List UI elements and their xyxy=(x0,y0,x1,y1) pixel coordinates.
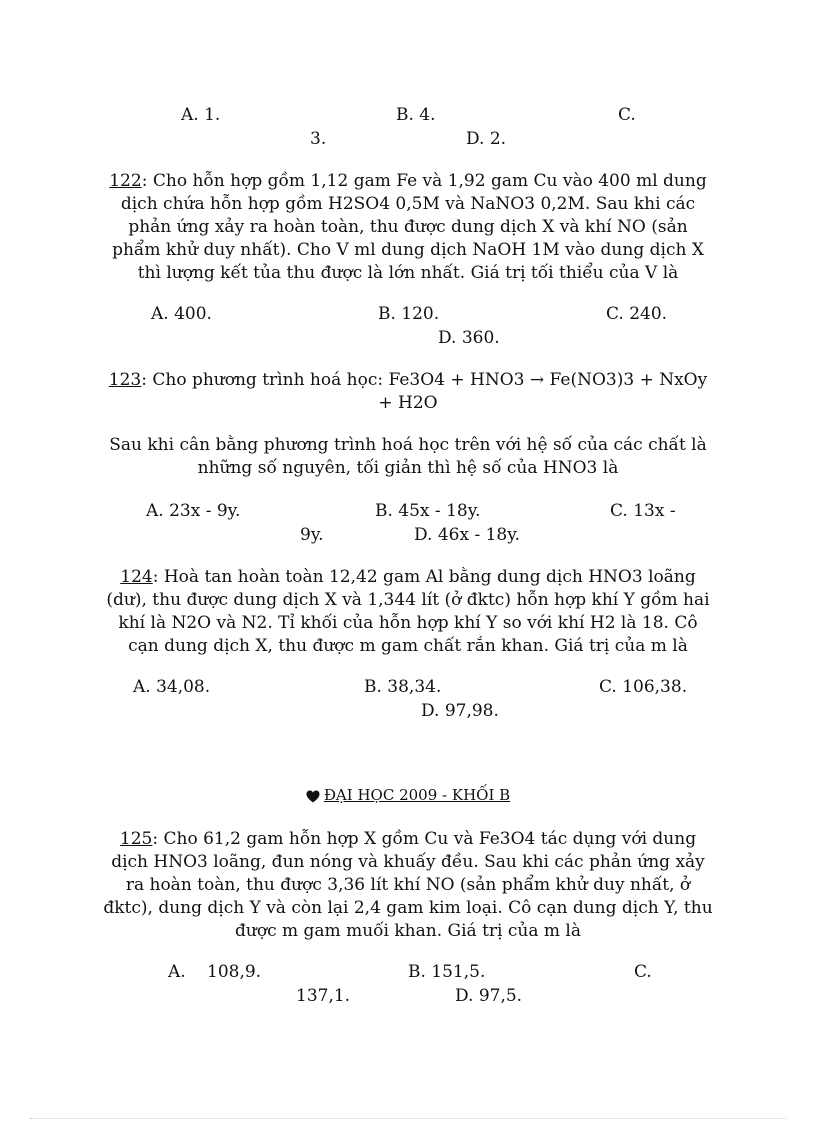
option-c-value: 3. xyxy=(310,129,327,149)
heart-icon xyxy=(306,787,320,810)
question-text-line: (dư), thu được dung dịch X và 1,344 lít (ở đktc) hỗn hợp khí Y gồm hai xyxy=(106,590,710,610)
question-text-line: 123: Cho phương trình hoá học: Fe3O4 + HNO3 → Fe(NO3)3 + NxOy xyxy=(108,370,708,390)
question-text-line: khí là N2O và N2. Tỉ khối của hỗn hợp khí Y so với khí H2 là 18. Cô xyxy=(118,613,698,633)
question-text-line: Sau khi cân bằng phương trình hoá học trên với hệ số của các chất là xyxy=(109,435,707,455)
option-b: B. 38,34. xyxy=(364,677,442,697)
option-d: D. 2. xyxy=(466,129,507,149)
option-a: A. 1. xyxy=(181,105,221,125)
option-c-value: 9y. xyxy=(300,525,324,545)
question-text-line: đktc), dung dịch Y và còn lại 2,4 gam kim loại. Cô cạn dung dịch Y, thu xyxy=(103,898,713,918)
question-text-line: phản ứng xảy ra hoàn toàn, thu được dung dịch X và khí NO (sản xyxy=(128,217,688,237)
option-d: D. 46x - 18y. xyxy=(414,525,520,545)
question-text-line: cạn dung dịch X, thu được m gam chất rắn khan. Giá trị của m là xyxy=(128,636,688,656)
option-c-value: 137,1. xyxy=(296,986,351,1006)
option-a-value: 108,9. xyxy=(207,962,262,982)
option-d: D. 97,98. xyxy=(421,701,499,721)
option-b: B. 4. xyxy=(396,105,436,125)
section-heading xyxy=(100,784,716,810)
option-c: C. 240. xyxy=(606,304,668,324)
question-text-line: dịch HNO3 loãng, đun nóng và khuấy đều. Sau khi các phản ứng xảy xyxy=(111,852,705,872)
question-text-line: 125: Cho 61,2 gam hỗn hợp X gồm Cu và Fe3O4 tác dụng với dung xyxy=(119,829,697,849)
option-d: D. 97,5. xyxy=(455,986,523,1006)
option-c-label: C. 13x - xyxy=(610,501,676,521)
footer-divider xyxy=(30,1118,786,1119)
question-number: 125 xyxy=(119,829,153,849)
section-title: ĐẠI HỌC 2009 - KHỐI B xyxy=(323,786,511,804)
question-text-line: + H2O xyxy=(378,393,438,413)
option-c: C. 106,38. xyxy=(599,677,688,697)
option-c-label: C. xyxy=(618,105,636,125)
option-b: B. 151,5. xyxy=(408,962,486,982)
question-number: 122 xyxy=(109,171,142,191)
question-number: 124 xyxy=(120,567,153,587)
question-text-line: ra hoàn toàn, thu được 3,36 lít khí NO (sản phẩm khử duy nhất, ở xyxy=(125,875,691,895)
option-a: A. 400. xyxy=(151,304,212,324)
option-d: D. 360. xyxy=(438,328,500,348)
option-c-label: C. xyxy=(634,962,652,982)
option-a-label: A. xyxy=(168,962,186,982)
option-b: B. 120. xyxy=(378,304,440,324)
question-number: 123 xyxy=(108,370,142,390)
question-text-line: những số nguyên, tối giản thì hệ số của HNO3 là xyxy=(197,458,619,478)
option-a: A. 34,08. xyxy=(133,677,211,697)
question-text-line: được m gam muối khan. Giá trị của m là xyxy=(235,921,581,941)
option-b: B. 45x - 18y. xyxy=(375,501,481,521)
question-text-line: phẩm khử duy nhất). Cho V ml dung dịch NaOH 1M vào dung dịch X xyxy=(112,240,704,260)
question-text-line: dịch chứa hỗn hợp gồm H2SO4 0,5M và NaNO3 0,2M. Sau khi các xyxy=(120,194,696,214)
question-text-line: thì lượng kết tủa thu được là lớn nhất. Giá trị tối thiểu của V là xyxy=(137,263,679,283)
question-text-line: 122: Cho hỗn hợp gồm 1,12 gam Fe và 1,92 gam Cu vào 400 ml dung xyxy=(109,171,707,191)
option-a: A. 23x - 9y. xyxy=(146,501,241,521)
question-text-line: 124: Hoà tan hoàn toàn 12,42 gam Al bằng dung dịch HNO3 loãng xyxy=(120,567,696,587)
